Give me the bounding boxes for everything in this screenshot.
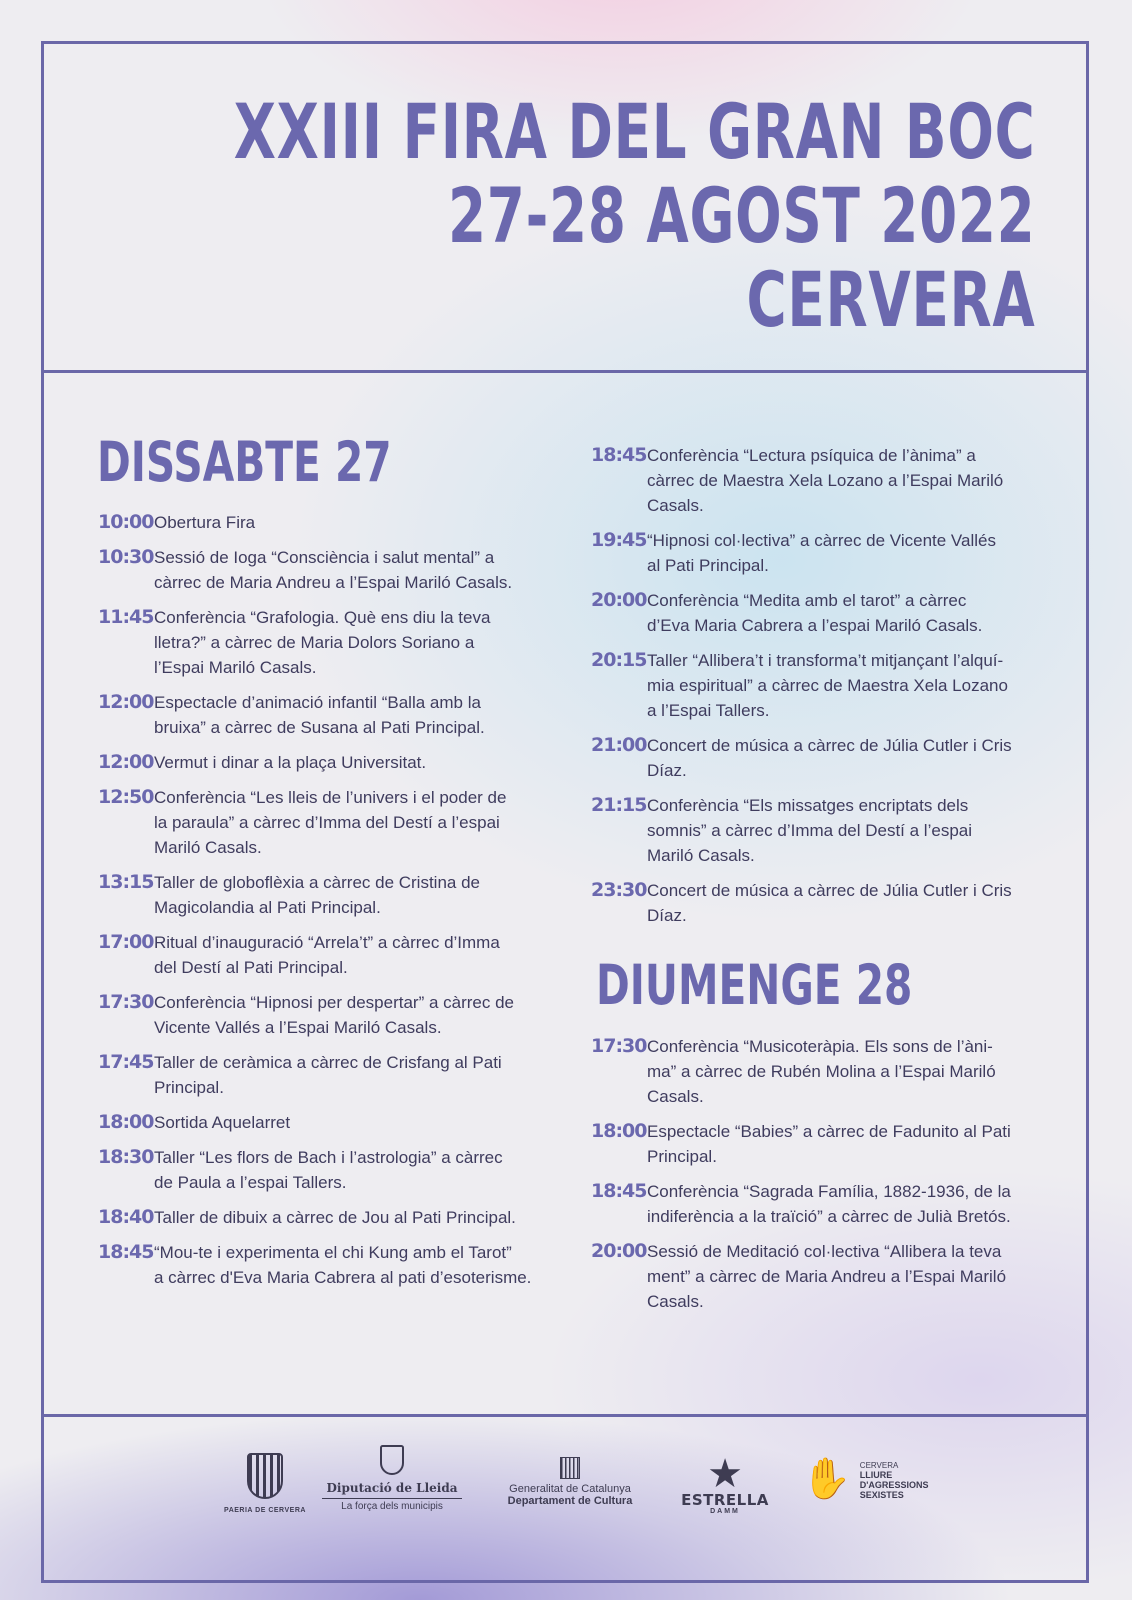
schedule-time: 18:00 <box>98 1111 154 1133</box>
hand-stop-icon: ✋ <box>801 1457 852 1501</box>
damm-label: DAMM <box>710 1508 740 1515</box>
schedule-item <box>591 1239 1051 1314</box>
schedule-description: Taller “Allibera’t i transforma’t mitjançant l’alquí- mia espiritual” a càrrec de Maestra Xela Lozano a l’Espai Tallers. <box>647 651 1008 720</box>
diputacio-lleida-logo <box>322 1445 462 1512</box>
schedule-description: Conferència “Lectura psíquica de l’ànima” a càrrec de Maestra Xela Lozano a l’Espai Mariló Casals. <box>647 446 1004 515</box>
generalitat-department: Departament de Cultura <box>507 1495 633 1507</box>
schedule-item <box>98 930 568 980</box>
schedule-item <box>98 990 568 1040</box>
diputacio-tagline: La força dels municipis <box>322 1498 462 1512</box>
schedule-time: 21:15 <box>591 794 647 816</box>
schedule-description: Sessió de Ioga “Consciència i salut mental” a càrrec de Maria Andreu a l’Espai Mariló Casals. <box>154 548 513 592</box>
schedule-time: 18:45 <box>591 444 647 466</box>
schedule-item <box>98 1205 568 1230</box>
schedule-item <box>591 443 1051 518</box>
schedule-item <box>98 605 568 680</box>
footer-divider <box>41 1414 1089 1417</box>
schedule-description: Concert de música a càrrec de Júlia Cutler i Cris Díaz. <box>647 736 1012 780</box>
schedule-item <box>98 785 568 860</box>
schedule-time: 10:30 <box>98 546 154 568</box>
schedule-description: Obertura Fira <box>154 513 256 532</box>
schedule-time: 23:30 <box>591 879 647 901</box>
cervera-small-label: CERVERA <box>859 1461 899 1470</box>
schedule-description: Vermut i dinar a la plaça Universitat. <box>154 753 427 772</box>
schedule-item <box>98 870 568 920</box>
schedule-item <box>591 588 1051 638</box>
sponsor-logos <box>210 1445 930 1545</box>
schedule-description: Conferència “Medita amb el tarot” a càrrec d’Eva Maria Cabrera a l’espai Mariló Casals. <box>647 591 983 635</box>
schedule-time: 17:30 <box>591 1035 647 1057</box>
schedule-time: 18:30 <box>98 1146 154 1168</box>
header-divider <box>41 370 1089 373</box>
schedule-item <box>591 528 1051 578</box>
schedule-description: Conferència “Hipnosi per despertar” a càrrec de Vicente Vallés a l’Espai Mariló Casals. <box>154 993 515 1037</box>
schedule-item <box>591 1034 1051 1109</box>
schedule-description: Conferència “Sagrada Família, 1882-1936, de la indiferència a la traïció” a càrrec de Julià Bretós. <box>647 1182 1011 1226</box>
schedule-description: Ritual d’inauguració “Arrela’t” a càrrec d’Imma del Destí al Pati Principal. <box>154 933 500 977</box>
schedule-description: Conferència “Les lleis de l’univers i el poder de la paraula” a càrrec d’Imma del Destí a l’espai Mariló Casals. <box>154 788 507 857</box>
generalitat-logo <box>490 1457 650 1507</box>
poster-header <box>0 87 1035 344</box>
schedule-description: Conferència “Els missatges encriptats dels somnis” a càrrec d’Imma del Destí a l’espai Mariló Casals. <box>647 796 973 865</box>
schedule-time: 17:00 <box>98 931 154 953</box>
cervera-lliure-label: LLIURE <box>859 1470 893 1480</box>
schedule-time: 18:45 <box>98 1241 154 1263</box>
schedule-time: 13:15 <box>98 871 154 893</box>
cervera-agressions-label: D'AGRESSIONS <box>859 1480 929 1490</box>
schedule-time: 17:30 <box>98 991 154 1013</box>
schedule-description: “Mou-te i experimenta el chi Kung amb el Tarot” a càrrec d'Eva Maria Cabrera al pati d’esoterisme. <box>154 1243 532 1287</box>
paeria-shield-icon <box>247 1453 283 1499</box>
schedule-description: Taller “Les flors de Bach i l’astrologia” a càrrec de Paula a l’espai Tallers. <box>154 1148 503 1192</box>
schedule-time: 19:45 <box>591 529 647 551</box>
schedule-time: 20:00 <box>591 589 647 611</box>
schedule-item <box>591 1119 1051 1169</box>
diputacio-shield-icon <box>380 1445 404 1475</box>
estrella-damm-logo <box>675 1452 775 1515</box>
schedule-time: 18:40 <box>98 1206 154 1228</box>
schedule-time: 11:45 <box>98 606 154 628</box>
schedule-item <box>98 545 568 595</box>
cervera-sexistes-label: SEXISTES <box>859 1490 904 1500</box>
schedule-description: Espectacle “Babies” a càrrec de Fadunito al Pati Principal. <box>647 1122 1011 1166</box>
schedule-item <box>591 793 1051 868</box>
schedule-description: Taller de dibuix a càrrec de Jou al Pati Principal. <box>154 1208 516 1227</box>
saturday-title: DISSABTE 27 <box>97 430 392 494</box>
schedule-description: Concert de música a càrrec de Júlia Cutler i Cris Díaz. <box>647 881 1012 925</box>
schedule-item <box>98 750 568 775</box>
sunday-schedule <box>591 1034 1051 1324</box>
schedule-description: Taller de ceràmica a càrrec de Crisfang al Pati Principal. <box>154 1053 502 1097</box>
schedule-item <box>591 878 1051 928</box>
schedule-item <box>591 648 1051 723</box>
schedule-item <box>98 690 568 740</box>
paeria-cervera-logo <box>220 1453 310 1514</box>
schedule-time: 18:45 <box>591 1180 647 1202</box>
event-location: CERVERA <box>746 255 1035 344</box>
star-icon: ★ <box>707 1452 743 1496</box>
diputacio-name: Diputació de Lleida <box>326 1481 458 1495</box>
schedule-time: 12:00 <box>98 751 154 773</box>
schedule-time: 10:00 <box>98 511 154 533</box>
schedule-description: Sessió de Meditació col·lectiva “Allibera la teva ment” a càrrec de Maria Andreu a l’Espai Mariló Casals. <box>647 1242 1007 1311</box>
schedule-description: Conferència “Grafologia. Què ens diu la teva lletra?” a càrrec de Maria Dolors Soriano a l’Espai Mariló Casals. <box>154 608 491 677</box>
schedule-item <box>591 1179 1051 1229</box>
schedule-item <box>98 1110 568 1135</box>
generalitat-name: Generalitat de Catalunya <box>509 1483 631 1495</box>
schedule-description: Sortida Aquelarret <box>154 1113 291 1132</box>
schedule-description: Conferència “Musicoteràpia. Els sons de l’àni- ma” a càrrec de Rubén Molina a l’Espai Mariló Casals. <box>647 1037 996 1106</box>
schedule-time: 20:15 <box>591 649 647 671</box>
schedule-item <box>98 1145 568 1195</box>
schedule-item <box>98 510 568 535</box>
estrella-label: ESTRELLA <box>681 1491 769 1509</box>
schedule-description: Espectacle d’animació infantil “Balla amb la bruixa” a càrrec de Susana al Pati Principal. <box>154 693 485 737</box>
schedule-time: 20:00 <box>591 1240 647 1262</box>
schedule-time: 21:00 <box>591 734 647 756</box>
schedule-time: 17:45 <box>98 1051 154 1073</box>
schedule-item <box>98 1050 568 1100</box>
event-title: XXIII FIRA DEL GRAN BOC <box>233 87 1035 176</box>
saturday-schedule-continued <box>591 443 1051 938</box>
schedule-item <box>98 1240 568 1290</box>
saturday-schedule <box>98 510 568 1300</box>
schedule-time: 18:00 <box>591 1120 647 1142</box>
schedule-description: “Hipnosi col·lectiva” a càrrec de Vicente Vallés al Pati Principal. <box>647 531 996 575</box>
schedule-description: Taller de globoflèxia a càrrec de Cristina de Magicolandia al Pati Principal. <box>154 873 481 917</box>
generalitat-flag-icon <box>560 1457 580 1479</box>
sunday-title: DIUMENGE 28 <box>596 953 913 1017</box>
schedule-time: 12:00 <box>98 691 154 713</box>
cervera-lliure-logo <box>795 1457 935 1501</box>
schedule-time: 12:50 <box>98 786 154 808</box>
schedule-item <box>591 733 1051 783</box>
paeria-label: PAERIA DE CERVERA <box>224 1507 306 1514</box>
event-dates: 27-28 AGOST 2022 <box>447 171 1035 260</box>
